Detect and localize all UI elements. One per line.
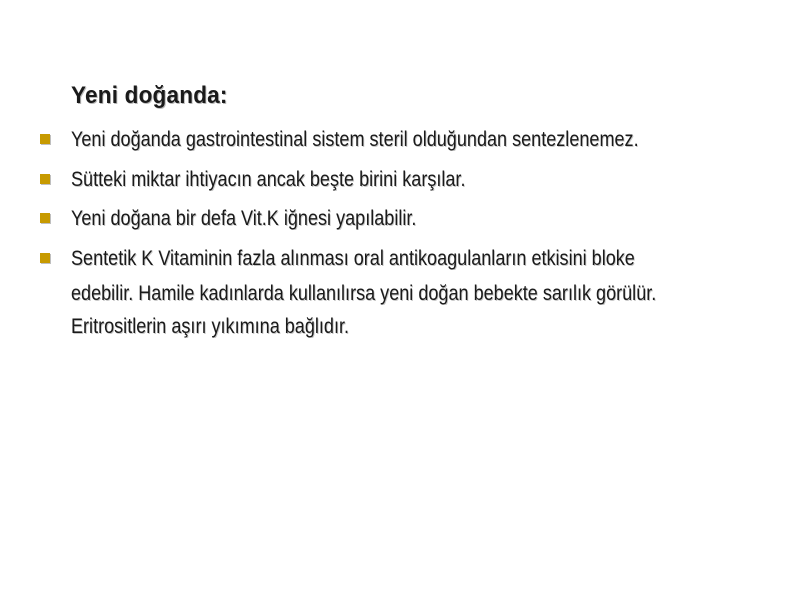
square-bullet-icon (40, 174, 50, 184)
bullet-item (0, 164, 800, 204)
slide-heading: Yeni doğanda: (71, 82, 228, 109)
bullet-text-line: Sentetik K Vitaminin fazla alınması oral antikoagulanların etkisini bloke (71, 247, 635, 270)
bullet-text-line: edebilir. Hamile kadınlarda kullanılırsa yeni doğan bebekte sarılık görülür. (71, 282, 657, 305)
bullet-item (0, 243, 800, 343)
square-bullet-icon (40, 213, 50, 223)
bullet-text-line: Eritrositlerin aşırı yıkımına bağlıdır. (71, 315, 350, 338)
square-bullet-icon (40, 253, 50, 263)
bullet-text: Yeni doğanda gastrointestinal sistem steril olduğundan sentezlenemez. (71, 128, 639, 151)
bullet-text: Yeni doğana bir defa Vit.K iğnesi yapılabilir. (71, 207, 417, 230)
bullet-item (0, 124, 800, 164)
bullet-item (0, 203, 800, 243)
square-bullet-icon (40, 134, 50, 144)
bullet-text: Sütteki miktar ihtiyacın ancak beşte birini karşılar. (71, 168, 466, 191)
